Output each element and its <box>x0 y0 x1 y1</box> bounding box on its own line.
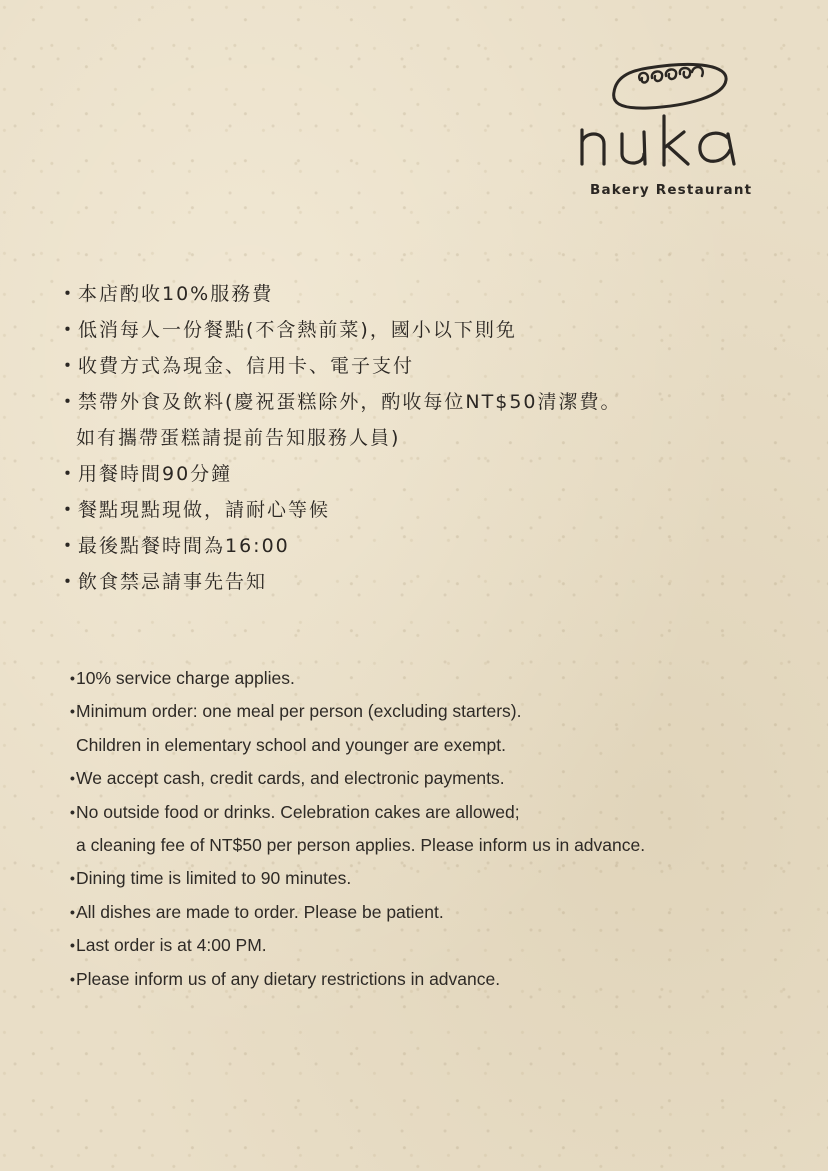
rule-item <box>58 456 622 492</box>
rule-item <box>58 276 622 312</box>
rule-text: No outside food or drinks. Celebration cakes are allowed; <box>76 801 520 822</box>
rule-item-continuation <box>72 829 645 862</box>
rule-item <box>72 929 645 962</box>
rule-text: 最後點餐時間為16:00 <box>78 535 290 557</box>
bullet: ・ <box>58 535 80 557</box>
brand-tagline: Bakery Restaurant <box>590 182 753 198</box>
rule-item <box>72 796 645 829</box>
bullet: • <box>70 770 75 787</box>
bullet: • <box>70 670 75 686</box>
rule-text: 用餐時間90分鐘 <box>78 463 233 485</box>
rule-item <box>72 963 645 996</box>
rule-item <box>58 564 622 600</box>
bullet: • <box>70 703 75 720</box>
rule-text: 收費方式為現金、信用卡、電子支付 <box>78 355 415 377</box>
bullet: ・ <box>58 391 80 413</box>
rule-text: 飲食禁忌請事先告知 <box>78 571 268 593</box>
rule-text: 10% service charge applies. <box>76 668 295 688</box>
rule-item <box>72 896 645 929</box>
rule-item <box>72 862 645 895</box>
bullet: ・ <box>58 319 80 341</box>
rule-item <box>72 762 645 795</box>
rule-text: 如有攜帶蛋糕請提前告知服務人員) <box>76 427 401 449</box>
bullet: ・ <box>58 571 80 593</box>
brand-logo <box>578 58 770 203</box>
rule-text: a cleaning fee of NT$50 per person applies. Please inform us in advance. <box>76 834 646 855</box>
bullet: • <box>70 903 75 920</box>
rule-item <box>58 348 622 384</box>
rule-text: Dining time is limited to 90 minutes. <box>76 868 352 889</box>
bullet: ・ <box>58 463 80 485</box>
bullet: • <box>70 937 75 954</box>
bullet: ・ <box>58 499 80 521</box>
rule-item <box>58 528 622 564</box>
rule-text: 禁帶外食及飲料(慶祝蛋糕除外，酌收每位NT$50清潔費。 <box>78 391 622 413</box>
rule-item <box>58 492 622 528</box>
bullet: ・ <box>58 283 80 305</box>
bullet: • <box>70 970 75 987</box>
rule-item <box>72 662 645 695</box>
rule-text: 餐點現點現做，請耐心等候 <box>78 499 331 521</box>
rule-text: All dishes are made to order. Please be patient. <box>76 901 444 922</box>
rule-item <box>58 312 622 348</box>
rule-text: Last order is at 4:00 PM. <box>76 935 267 956</box>
rule-item-continuation <box>72 729 645 762</box>
rule-text: Please inform us of any dietary restrictions in advance. <box>76 968 501 989</box>
rule-text: 本店酌收10%服務費 <box>78 283 274 305</box>
rule-text: Minimum order: one meal per person (excluding starters). <box>76 701 522 722</box>
rule-item-continuation <box>58 420 622 456</box>
rule-item <box>72 695 645 728</box>
rule-text: 低消每人一份餐點(不含熱前菜)，國小以下則免 <box>78 319 517 341</box>
rule-item <box>58 384 622 420</box>
rule-text: We accept cash, credit cards, and electronic payments. <box>76 768 505 789</box>
bullet: ・ <box>58 355 80 377</box>
bread-loaf-icon <box>578 58 770 178</box>
bullet: • <box>70 803 75 820</box>
rules-english <box>72 662 645 996</box>
rules-chinese <box>58 276 622 600</box>
bullet: • <box>70 870 75 887</box>
rule-text: Children in elementary school and younger are exempt. <box>76 734 506 755</box>
